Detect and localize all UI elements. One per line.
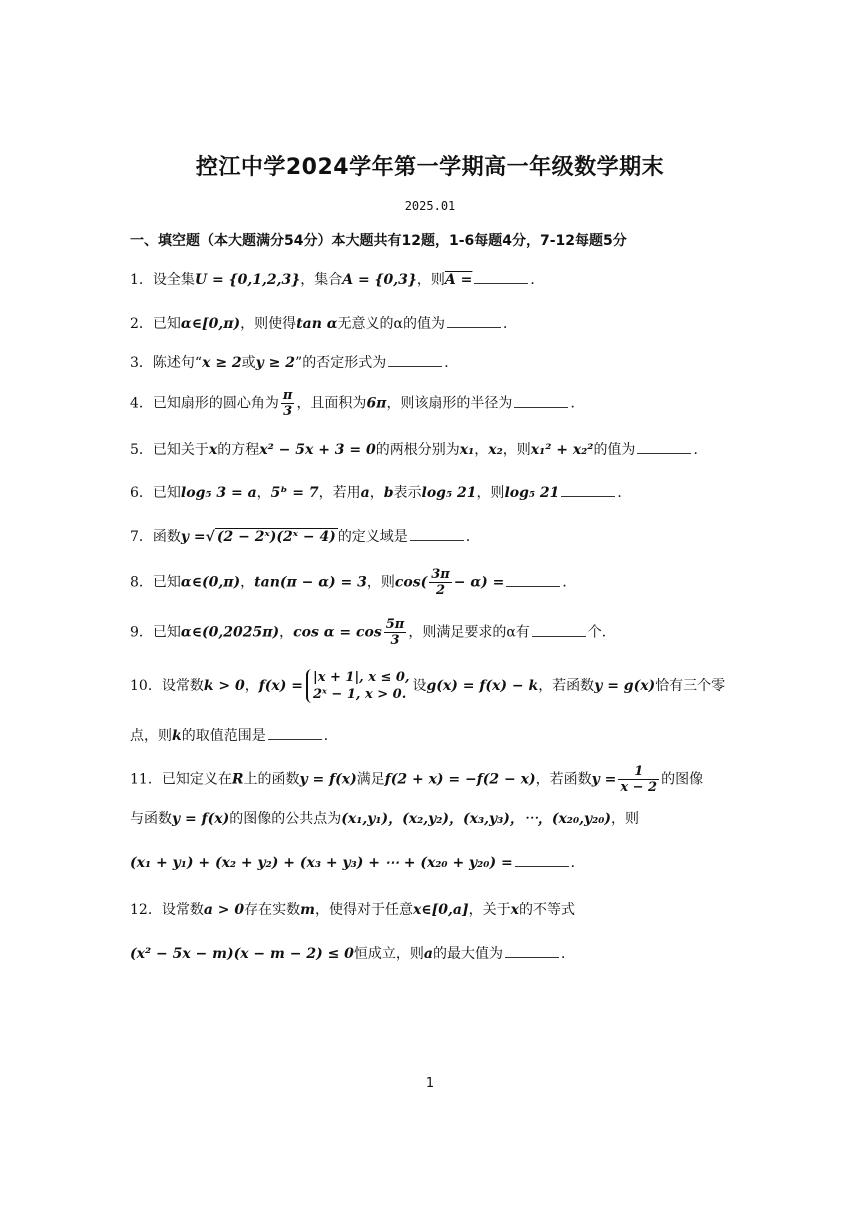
question-2: 2．已知α∈[0,π)，则使得tan α无意义的α的值为 ．: [130, 316, 518, 332]
question-8: 8．已知α∈(0,π)，tan(π − α) = 3，则cos( $\frac{3\pi}{2}$ − α) = ．: [130, 567, 577, 598]
answer-blank[interactable]: [474, 271, 528, 284]
answer-blank[interactable]: [514, 395, 568, 408]
question-5: 5．已知关于x的方程x² − 5x + 3 = 0的两根分别为x₁，x₂，则x₁² + x₂²的值为 ．: [130, 442, 708, 458]
question-10: 10．设常数k > 0，f(x) = |x + 1|, x ≤ 0, 2ˣ − 1, x > 0. 设g(x) = f(x) − k，若函数y = g(x)恰有三个零: [130, 670, 726, 702]
fraction: $\frac{\pi}{3}$: [282, 388, 293, 419]
fraction: $\frac{5\pi}{3}$: [385, 617, 405, 648]
question-11: 11．已知定义在R上的函数y = f(x)满足f(2 + x) = −f(2 − x)，若函数y = $\frac{1}{x - 2}$ 的图像: [130, 764, 704, 795]
answer-blank[interactable]: [506, 574, 560, 587]
answer-blank[interactable]: [447, 315, 501, 328]
answer-blank[interactable]: [268, 727, 322, 740]
question-6: 6．已知log₅ 3 = a，5ᵇ = 7，若用a，b表示log₅ 21，则log₅ 21 ．: [130, 485, 632, 501]
piecewise-function: |x + 1|, x ≤ 0, 2ˣ − 1, x > 0.: [306, 669, 410, 703]
answer-blank[interactable]: [410, 528, 464, 541]
question-1: 1．设全集U = {0,1,2,3}，集合A = {0,3}，则A = ．: [130, 272, 545, 288]
question-3: 3．陈述句“x ≥ 2或y ≥ 2”的否定形式为 ．: [130, 355, 459, 371]
question-7: 7．函数y =√ (2 − 2ˣ)(2ˣ − 4) 的定义域是 ．: [130, 529, 480, 545]
complement-expression: A =: [444, 272, 473, 288]
answer-blank[interactable]: [561, 484, 615, 497]
page-number: 1: [425, 1076, 435, 1091]
question-9: 9．已知α∈(0,2025π)，cos α = cos $\frac{5\pi}{3}$ ，则满足要求的α有 个．: [130, 617, 616, 648]
section-heading: 一、填空题（本大题满分54分）本大题共有12题，1-6每题4分，7-12每题5分: [130, 233, 627, 249]
question-10-line-2: 点，则k的取值范围是 ．: [130, 728, 338, 744]
answer-blank[interactable]: [637, 441, 691, 454]
question-4: 4．已知扇形的圆心角为 $\frac{\pi}{3}$ ，且面积为6π，则该扇形的半径为 ．: [130, 388, 585, 419]
answer-blank[interactable]: [388, 354, 442, 367]
sqrt-sign: √: [205, 529, 215, 545]
question-12: 12．设常数a > 0存在实数m，使得对于任意x∈[0,a]，关于x的不等式: [130, 902, 575, 918]
question-11-line-2: 与函数y = f(x)的图像的公共点为(x₁,y₁)，(x₂,y₂)，(x₃,y₃)，⋯，(x₂₀,y₂₀)，则: [130, 811, 639, 827]
question-11-line-3: (x₁ + y₁) + (x₂ + y₂) + (x₃ + y₃) + ⋯ + (x₂₀ + y₂₀) = ．: [130, 855, 585, 871]
sqrt-radicand: (2 − 2ˣ)(2ˣ − 4): [216, 529, 336, 545]
exam-date: 2025.01: [404, 199, 456, 213]
answer-blank[interactable]: [532, 624, 586, 637]
question-12-line-2: (x² − 5x − m)(x − m − 2) ≤ 0恒成立，则a的最大值为 ．: [130, 946, 575, 962]
fraction: $\frac{3\pi}{2}$: [431, 567, 450, 598]
answer-blank[interactable]: [515, 854, 569, 867]
fraction: $\frac{1}{x - 2}$: [620, 764, 658, 795]
exam-title: 控江中学2024学年第一学期高一年级数学期末: [195, 155, 665, 180]
answer-blank[interactable]: [505, 945, 559, 958]
